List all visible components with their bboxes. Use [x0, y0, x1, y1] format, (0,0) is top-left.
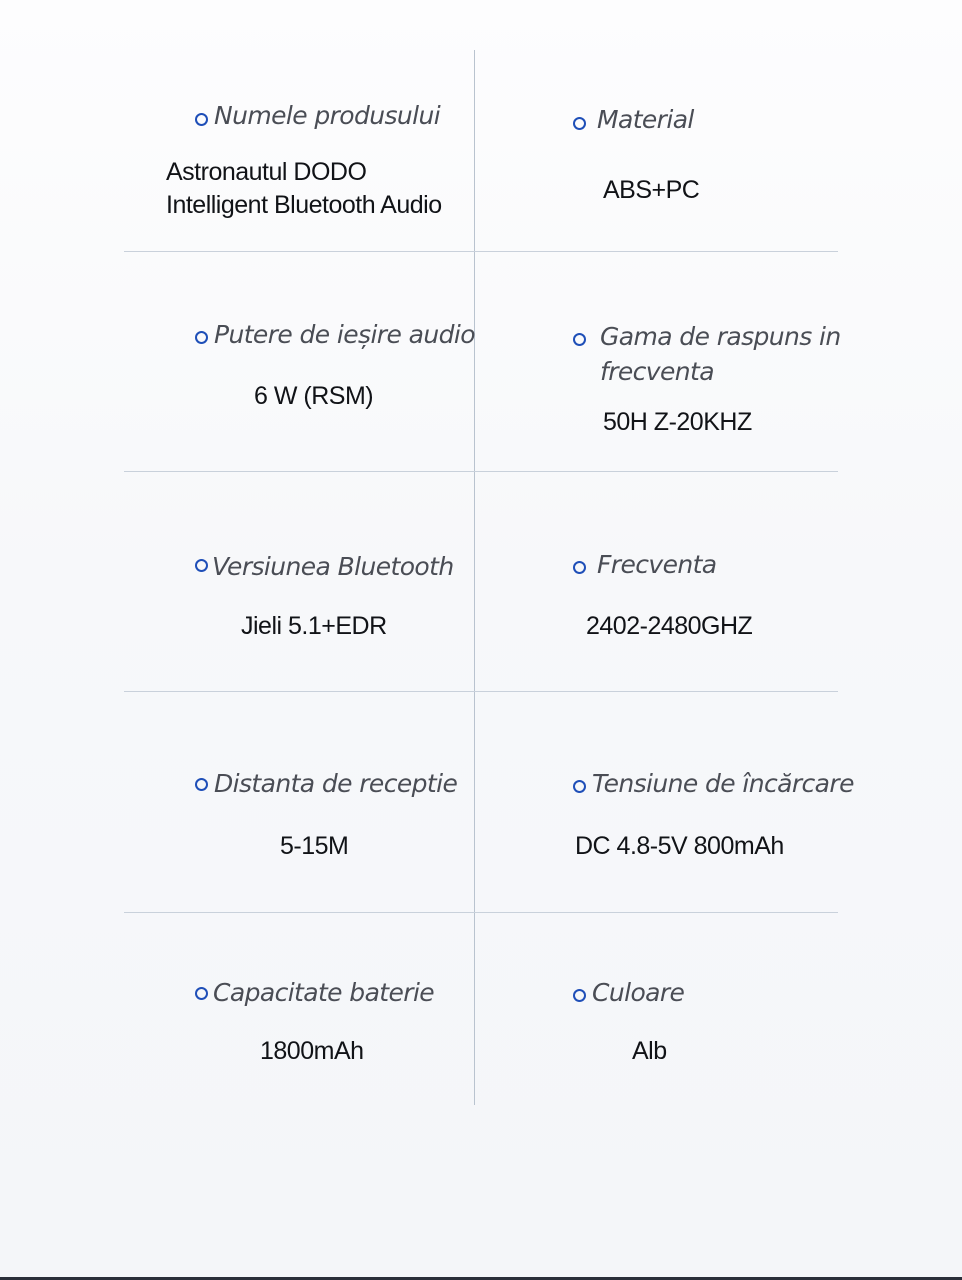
spec-value: ABS+PC [603, 176, 700, 204]
spec-label: Material [597, 105, 694, 134]
bullet-icon [195, 559, 208, 572]
spec-label: Versiunea Bluetooth [212, 552, 454, 581]
spec-label: Culoare [592, 978, 685, 1007]
bullet-icon [573, 117, 586, 130]
spec-label: Gama de raspuns in frecventa [600, 322, 841, 386]
spec-label: Capacitate baterie [213, 978, 435, 1007]
bullet-icon [195, 331, 208, 344]
row-divider [124, 251, 838, 252]
spec-label: Frecventa [597, 550, 717, 579]
spec-label: Distanta de receptie [214, 769, 458, 798]
bullet-icon [573, 780, 586, 793]
spec-value: 2402-2480GHZ [586, 612, 753, 640]
spec-value: 6 W (RSM) [254, 382, 374, 410]
row-divider [124, 912, 838, 913]
spec-value [166, 156, 442, 222]
spec-label: Numele produsului [214, 101, 441, 130]
spec-value: Alb [632, 1037, 667, 1065]
spec-value: Jieli 5.1+EDR [241, 612, 387, 640]
bullet-icon [573, 561, 586, 574]
spec-value: 1800mAh [260, 1037, 364, 1065]
column-divider [474, 50, 475, 1105]
spec-value: 5-15M [280, 832, 349, 860]
row-divider [124, 691, 838, 692]
bullet-icon [195, 113, 208, 126]
spec-value: 50H Z-20KHZ [603, 408, 752, 436]
spec-value: DC 4.8-5V 800mAh [575, 832, 784, 860]
row-divider [124, 471, 838, 472]
bullet-icon [195, 778, 208, 791]
spec-label: Tensiune de încărcare [592, 769, 854, 798]
spec-value-line: Intelligent Bluetooth Audio [166, 191, 442, 219]
spec-label: Putere de ieșire audio [214, 320, 475, 349]
bullet-icon [573, 333, 586, 346]
bullet-icon [573, 989, 586, 1002]
bullet-icon [195, 987, 208, 1000]
spec-value-line: Astronautul DODO [166, 158, 367, 186]
